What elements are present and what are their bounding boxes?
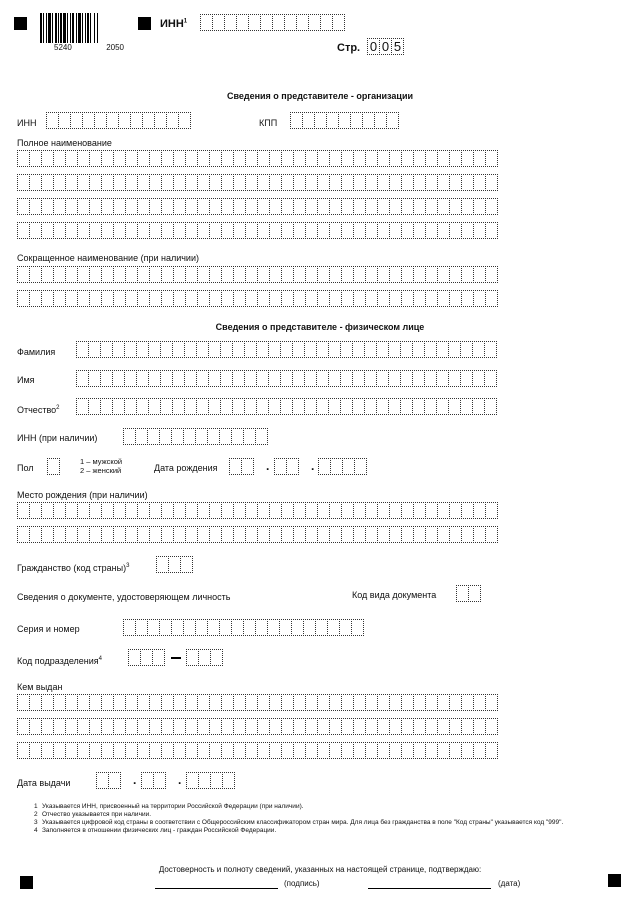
barcode-number-left: 5240 [54, 43, 72, 52]
birthplace-row[interactable] [17, 526, 497, 543]
page-digit: 5 [391, 38, 404, 55]
name-cells[interactable] [76, 370, 496, 387]
corner-marker-bottom-right [608, 874, 621, 887]
issue-year-cells[interactable] [186, 772, 234, 789]
name-label: Имя [17, 375, 35, 385]
barcode-bar [97, 13, 98, 43]
page-number-cells [367, 38, 403, 55]
dob-month-cells[interactable] [274, 458, 298, 475]
input-cell[interactable] [180, 556, 193, 573]
input-cell[interactable] [47, 458, 60, 475]
footnote: 3 Указывается цифровой код страны в соответствии с Общероссийским классификатором стран мира. Для лица без гражданства в поле "Код страны" указывается код "999". [34, 819, 564, 826]
patronymic-cells[interactable] [76, 398, 496, 415]
footnote: 1 Указывается ИНН, присвоенный на территории Российской Федерации (при наличии). [34, 803, 304, 810]
input-cell[interactable] [210, 649, 223, 666]
barcode-bar [55, 13, 57, 43]
org-section-title: Сведения о представителе - организации [226, 91, 414, 101]
barcode-number-right: 2050 [106, 43, 124, 52]
birthplace-row[interactable] [17, 502, 497, 519]
issue-day-cells[interactable] [96, 772, 120, 789]
page-digit: 0 [379, 38, 392, 55]
org-inn-cells[interactable] [46, 112, 190, 129]
input-cell[interactable] [484, 370, 497, 387]
input-cell[interactable] [354, 458, 367, 475]
issued-by-row[interactable] [17, 694, 497, 711]
sex-option-male: 1 – мужской [80, 457, 123, 466]
input-cell[interactable] [152, 649, 165, 666]
sex-option-female: 2 – женский [80, 466, 122, 475]
doc-type-label: Код вида документа [352, 590, 437, 600]
input-cell[interactable] [222, 772, 235, 789]
citizenship-label: Гражданство (код страны)$^3$ [17, 563, 130, 573]
org-kpp-label: КПП [259, 118, 278, 128]
sex-label: Пол [17, 463, 34, 473]
input-cell[interactable] [485, 718, 498, 735]
subdivision-label: Код подразделения$^4$ [17, 656, 103, 666]
signature-caption: (подпись) [284, 879, 320, 888]
input-cell[interactable] [351, 619, 364, 636]
dob-separator: . [311, 459, 315, 473]
person-inn-label: ИНН (при наличии) [17, 433, 98, 443]
dob-separator: . [266, 459, 270, 473]
surname-label: Фамилия [17, 347, 56, 357]
input-cell[interactable] [485, 266, 498, 283]
issue-date-separator: . [178, 773, 182, 787]
input-cell[interactable] [485, 502, 498, 519]
series-label: Серия и номер [17, 624, 80, 634]
person-inn-cells[interactable] [123, 428, 267, 445]
barcode-bar [85, 13, 86, 43]
barcode-bar [52, 13, 53, 43]
footnote: 4 Заполняется в отношении физических лиц - граждан Российской Федерации. [34, 827, 277, 834]
header-inn-label: ИНН$^1$ [160, 18, 188, 30]
barcode-bar [87, 13, 89, 43]
dob-label: Дата рождения [154, 463, 218, 473]
org-full-name-row[interactable] [17, 198, 497, 215]
issued-by-label: Кем выдан [17, 682, 63, 692]
input-cell[interactable] [484, 398, 497, 415]
barcode-bar [67, 13, 68, 43]
subdivision-cells-right[interactable] [186, 649, 222, 666]
barcode-bar [94, 13, 95, 43]
input-cell[interactable] [484, 341, 497, 358]
page-label: Стр. [337, 42, 361, 54]
doc-info-label: Сведения о документе, удостоверяющем личность [17, 592, 231, 602]
series-cells[interactable] [123, 619, 363, 636]
confirm-text: Достоверность и полноту сведений, указанных на настоящей странице, подтверждаю: [158, 865, 482, 874]
org-kpp-cells[interactable] [290, 112, 398, 129]
header-inn-cells[interactable] [200, 14, 344, 31]
citizenship-cells[interactable] [156, 556, 192, 573]
dob-year-cells[interactable] [318, 458, 366, 475]
date-line[interactable] [368, 888, 491, 889]
footnote: 2 Отчество указывается при наличии. [34, 811, 152, 818]
footnotes [34, 803, 594, 835]
surname-cells[interactable] [76, 341, 496, 358]
input-cell[interactable] [386, 112, 399, 129]
issued-by-row[interactable] [17, 718, 497, 735]
barcode-bar [60, 13, 62, 43]
date-caption: (дата) [498, 879, 521, 888]
input-cell[interactable] [178, 112, 191, 129]
patronymic-label: Отчество$^2$ [17, 405, 60, 415]
subdivision-dash [171, 657, 181, 659]
corner-marker-bottom-left [20, 876, 33, 889]
org-full-name-row[interactable] [17, 222, 497, 239]
page-digit: 0 [367, 38, 380, 55]
input-cell[interactable] [485, 742, 498, 759]
barcode-bar [63, 13, 66, 43]
input-cell[interactable] [485, 694, 498, 711]
org-short-name-label: Сокращенное наименование (при наличии) [17, 253, 199, 263]
org-short-name-row[interactable] [17, 290, 497, 307]
input-cell[interactable] [485, 526, 498, 543]
barcode-bar [70, 13, 71, 43]
barcode-bar [43, 13, 44, 43]
sex-cell[interactable] [47, 458, 59, 475]
issue-month-cells[interactable] [141, 772, 165, 789]
input-cell[interactable] [485, 290, 498, 307]
input-cell[interactable] [468, 585, 481, 602]
barcode-bar [46, 13, 47, 43]
barcode-bar [78, 13, 81, 43]
input-cell[interactable] [485, 174, 498, 191]
birthplace-label: Место рождения (при наличии) [17, 490, 148, 500]
barcode-bar [76, 13, 77, 43]
issue-date-label: Дата выдачи [17, 778, 71, 788]
org-full-name-row[interactable] [17, 150, 497, 167]
org-full-name-row[interactable] [17, 174, 497, 191]
barcode-bar [48, 13, 51, 43]
doc-type-cells[interactable] [456, 585, 480, 602]
barcode-bar [58, 13, 59, 43]
input-cell[interactable] [255, 428, 268, 445]
org-full-name-label: Полное наименование [17, 138, 112, 148]
barcode-bar [90, 13, 91, 43]
input-cell[interactable] [286, 458, 299, 475]
input-cell[interactable] [485, 222, 498, 239]
person-section-title: Сведения о представителе - физическом лице [215, 322, 425, 332]
issued-by-row[interactable] [17, 742, 497, 759]
input-cell[interactable] [241, 458, 254, 475]
barcode [40, 13, 128, 53]
barcode-bar [72, 13, 74, 43]
org-inn-label: ИНН [17, 118, 37, 128]
input-cell[interactable] [108, 772, 121, 789]
barcode-bar [82, 13, 83, 43]
corner-marker-top-left [14, 17, 27, 30]
org-short-name-row[interactable] [17, 266, 497, 283]
input-cell[interactable] [485, 198, 498, 215]
subdivision-cells-left[interactable] [128, 649, 164, 666]
input-cell[interactable] [153, 772, 166, 789]
issue-date-separator: . [133, 773, 137, 787]
corner-marker-top-mid [138, 17, 151, 30]
input-cell[interactable] [332, 14, 345, 31]
sex-options [80, 457, 122, 475]
input-cell[interactable] [485, 150, 498, 167]
barcode-bar [40, 13, 42, 43]
dob-day-cells[interactable] [229, 458, 253, 475]
signature-line[interactable] [155, 888, 278, 889]
